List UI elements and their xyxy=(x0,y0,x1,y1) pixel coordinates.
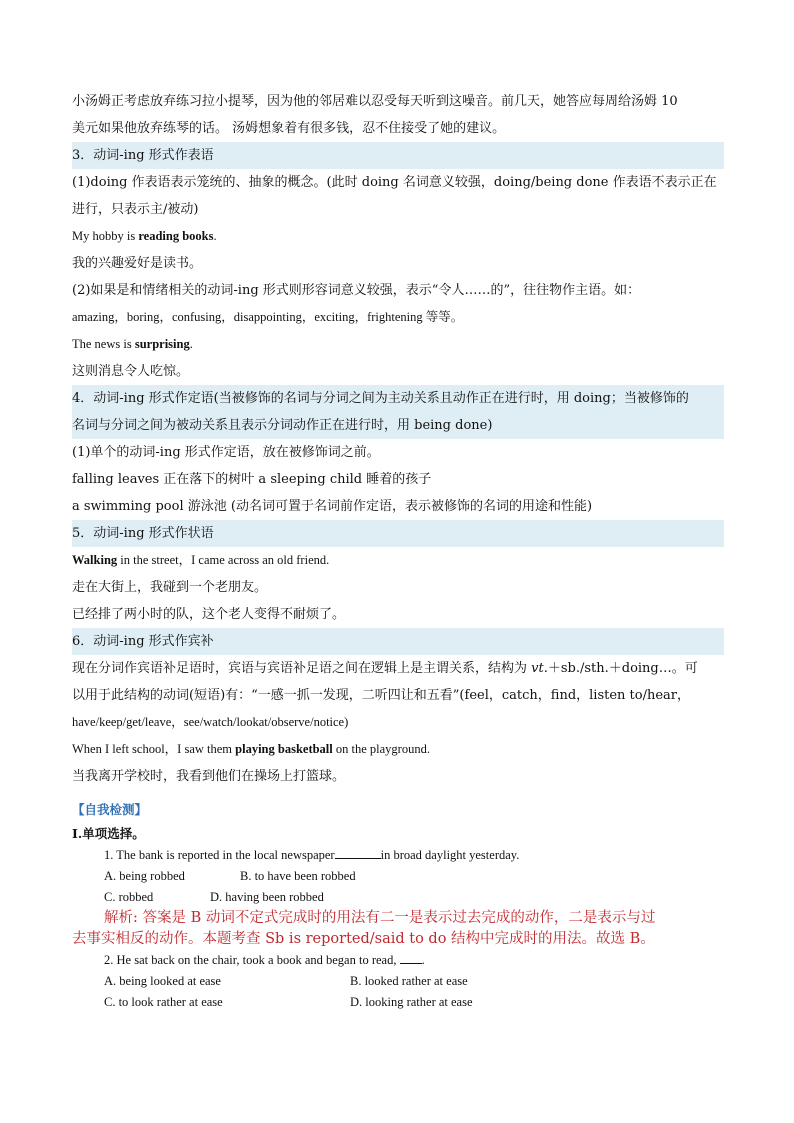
s4-example-1: falling leaves 正在落下的树叶 a sleeping child 睡着的孩子 xyxy=(72,472,432,487)
answer-blank xyxy=(400,953,422,964)
s4-example-2: a swimming pool 游泳池 (动名词可置于名词前作定语，表示被修饰的名词的用途和性能) xyxy=(72,499,593,514)
option-b: B. to have been robbed xyxy=(240,869,356,883)
s6-point-1a: 现在分词作宾语补足语时，宾语与宾语补足语之间在逻辑上是主谓关系，结构为 vt.＋sb./sth.＋doing…。可 xyxy=(72,661,698,676)
option-d: D. having been robbed xyxy=(210,890,324,904)
answer-blank xyxy=(335,848,381,859)
question-1-options-cd xyxy=(72,887,724,908)
intro-line-1: 小汤姆正考虑放弃练习拉小提琴，因为他的邻居难以忍受每天听到这噪音。前几天，她答应每周给汤姆 10 xyxy=(72,94,678,109)
s3-example-1-translation: 我的兴趣爱好是读书。 xyxy=(72,256,203,271)
question-1: 1. The bank is reported in the local newspaper in broad daylight yesterday. xyxy=(104,848,520,862)
s3-point-2b: amazing，boring，confusing，disappointing，exciting，frightening 等等。 xyxy=(72,310,464,324)
section-4-heading: 4．动词-ing 形式作定语(当被修饰的名词与分词之间为主动关系且动作正在进行时，用 doing；当被修饰的 名词与分词之间为被动关系且表示分词动作正在进行时，用 being done) xyxy=(72,385,724,439)
s6-example-translation: 当我离开学校时，我看到他们在操场上打篮球。 xyxy=(72,769,346,784)
s4-point-1: (1)单个的动词-ing 形式作定语，放在被修饰词之前。 xyxy=(72,445,380,460)
s3-example-2: The news is surprising. xyxy=(72,337,193,351)
question-2-options-ab xyxy=(72,971,724,992)
s6-point-1c: have/keep/get/leave，see/watch/lookat/observe/notice) xyxy=(72,715,349,729)
option-a: A. being looked at ease xyxy=(104,974,221,988)
s5-example: Walking in the street，I came across an old friend. xyxy=(72,553,330,567)
section-5-heading: 5．动词-ing 形式作状语 xyxy=(72,520,724,547)
option-b: B. looked rather at ease xyxy=(350,974,468,988)
option-d: D. looking rather at ease xyxy=(350,995,473,1009)
section-6-heading: 6．动词-ing 形式作宾补 xyxy=(72,628,724,655)
intro-line-2: 美元如果他放弃练琴的话。 汤姆想象着有很多钱，忍不住接受了她的建议。 xyxy=(72,121,506,136)
s3-example-1: My hobby is reading books. xyxy=(72,229,217,243)
self-check-tag: 【自我检测】 xyxy=(72,802,148,817)
s5-translation-1: 走在大街上，我碰到一个老朋友。 xyxy=(72,580,268,595)
option-a: A. being robbed xyxy=(104,869,185,883)
s6-example: When I left school，I saw them playing basketball on the playground. xyxy=(72,742,430,756)
question-1-options-ab xyxy=(72,866,724,887)
s3-point-1b: 进行，只表示主/被动) xyxy=(72,202,199,217)
s5-translation-2: 已经排了两小时的队，这个老人变得不耐烦了。 xyxy=(72,607,346,622)
document-page xyxy=(72,88,724,1013)
answer-explanation: 解析: 答案是 B 动词不定式完成时的用法有二一是表示过去完成的动作，二是表示与过 去事实相反的动作。本题考查 Sb is reported/said to do 结构中完成时的用法。故选 B。 xyxy=(72,910,656,947)
s6-point-1b: 以用于此结构的动词(短语)有：“一感一抓一发现，二听四让和五看”(feel，catch，find，listen to/hear， xyxy=(72,688,691,703)
question-2-options-cd xyxy=(72,992,724,1013)
s3-point-2a: (2)如果是和情绪相关的动词-ing 形式则形容词意义较强，表示“令人……的”，往往物作主语。如： xyxy=(72,283,641,298)
question-2: 2. He sat back on the chair, took a book and began to read, . xyxy=(104,953,425,967)
s3-point-1a: (1)doing 作表语表示笼统的、抽象的概念。(此时 doing 名词意义较强，doing/being done 作表语不表示正在 xyxy=(72,175,717,190)
section-3-heading: 3．动词-ing 形式作表语 xyxy=(72,142,724,169)
option-c: C. robbed xyxy=(104,890,154,904)
exercise-section-title: I.单项选择。 xyxy=(72,826,145,841)
option-c: C. to look rather at ease xyxy=(104,995,223,1009)
s3-example-2-translation: 这则消息令人吃惊。 xyxy=(72,364,190,379)
